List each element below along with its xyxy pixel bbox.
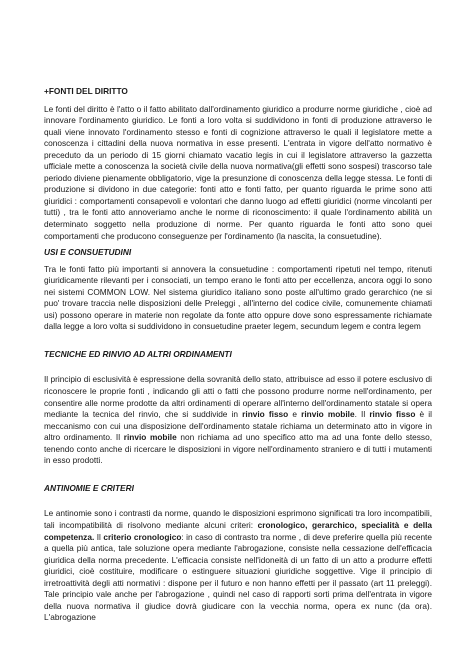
text-run: non richiama ad uno specifico atto ma ad una fonte dello stesso, tenendo conto anche di ricercare le disposizioni in vigore nell'ordinamento straniero e di tutti i mutamenti in esso prodotti.: [44, 432, 432, 466]
section-heading-antinomie: ANTINOMIE E CRITERI: [44, 482, 134, 493]
text-run: e: [288, 409, 302, 420]
text-run: Le antinomie sono i contrasti da norme, quando le disposizioni esprimono significati tra loro incompatibili, tali incompatibilità di risolvono mediante alcuni criteri:: [44, 508, 432, 530]
section-heading-fonti: +FONTI DEL DIRITTO: [44, 86, 128, 96]
paragraph-fonti: Le fonti del diritto è l'atto o il fatto abilitato dall'ordinamento giuridico a produrre norme giuridiche , cioè ad innovare l'ordinamento giuridico. Le fonti a loro volta si suddividono in fonti di produzione attraverso le quali viene innovato l'ordinamento stesso e fonti di cognizione attraverso le quali il legislatore mette a conoscenza i cittadini della nuova normativa in esse presenti. L'entrata in vigore dell'atto normativo è preceduto da un periodo di 15 giorni chiamato vacatio legis in cui il legislatore attraverso la gazzetta ufficiale mette a conoscenza la società civile della nuova normativa(gli effetti sono sospesi) trascorso tale periodo diviene pienamente obbligatorio, vige la presunzione di conoscenza della legge stessa. Le fonti di produzione si dividono in due categorie: fonti atto e fonti fatto, per quanto riguarda le prime sono atti giuridici : comportamenti consapevoli e volontari che danno luogo ad effetti giuridici (norme vincolanti per tutti) , tra le fonti atto annoveriamo anche le norme di riconoscimento: il quale l'ordinamento abilità un determinato soggetto nella produzione di norme. Per quanto riguarda le fonti atto sono quei comportamenti che producono conseguenze per l'ordinamento (la nascita, la consuetudine).: [44, 103, 432, 241]
text-run: Il principio di esclusività è espressione della sovranità dello stato, attribuisce ad esso il potere esclusivo di riconoscere le proprie fonti , indicando gli atti o fatti che possono produrre norme nell'ordinamento, per consentire alle norme prodotte da altri ordinamenti di operare all'interno dell'ordinamento statale si opera mediante la tecnica del rinvio, che si suddivide in: [44, 374, 432, 420]
bold-term-rinvio-fisso: rinvio fisso: [242, 409, 289, 420]
text-run: è il meccanismo con cui una disposizione dell'ordinamento statale richiama un determinato atto in vigore in altro ordinamento. Il: [44, 409, 432, 443]
text-run: . Il: [354, 409, 370, 420]
bold-term-criterio-cronologico: criterio cronologico: [103, 531, 182, 542]
bold-term-rinvio-mobile-2: rinvio mobile: [123, 432, 177, 443]
text-run: : in caso di contrasto tra norme , di deve preferire quella più recente a quella più antica, tale soluzione opera mediante l'abrogazione, consiste nella cessazione dell'efficacia giuridica della norma precedente. L'efficacia consiste nell'idoneità di un fatto di un atto a produrre effetti giuridici, cioè costituire, modificare o estinguere situazioni giuridiche soggettive. Vige il principio di irretroattività degli atti normativi : dispone per il futuro e non hanno effetti per il passato (art 11 preleggi). Tale principio vale anche per l'abrogazione , quindi nel caso di rapporti sorti prima dell'entrata in vigore della nuova normativa il giudice dovrà giudicare con la vecchia norma, opera ex nunc (da ora). L'abrogazione: [44, 531, 432, 623]
bold-term-rinvio-fisso-2: rinvio fisso: [369, 409, 416, 420]
paragraph-usi: Tra le fonti fatto più importanti si annovera la consuetudine : comportamenti ripetuti nel tempo, ritenuti giuridicamente rilevanti per i consociati, un tempo erano le fonti atto per eccellenza, ancora oggi lo sono nei sistemi COMMON LOW. Nel sistema giuridico italiano sono poste all'ultimo grado gerarchico (ne si puo' trovare traccia nelle disposizioni delle Preleggi , all'interno del codice civile, comunemente chiamati usi) possono operare in materie non regolate da fonte atto oppure dove sono espressamente richiamate dalla legge a loro volta si suddividono in consuetudine praeter legem, secundum legem e contra legem: [44, 263, 432, 332]
paragraph-tecniche: [44, 374, 432, 466]
paragraph-antinomie: [44, 508, 432, 623]
bold-term-rinvio-mobile: rinvio mobile: [301, 409, 355, 420]
text-run: Il: [94, 531, 104, 542]
section-heading-usi: USI E CONSUETUDINI: [44, 247, 132, 258]
bold-term-criteri: cronologico, gerarchico, specialità e della competenza.: [44, 519, 433, 542]
section-heading-tecniche: TECNICHE ED RINVIO AD ALTRI ORDINAMENTI: [44, 348, 232, 359]
